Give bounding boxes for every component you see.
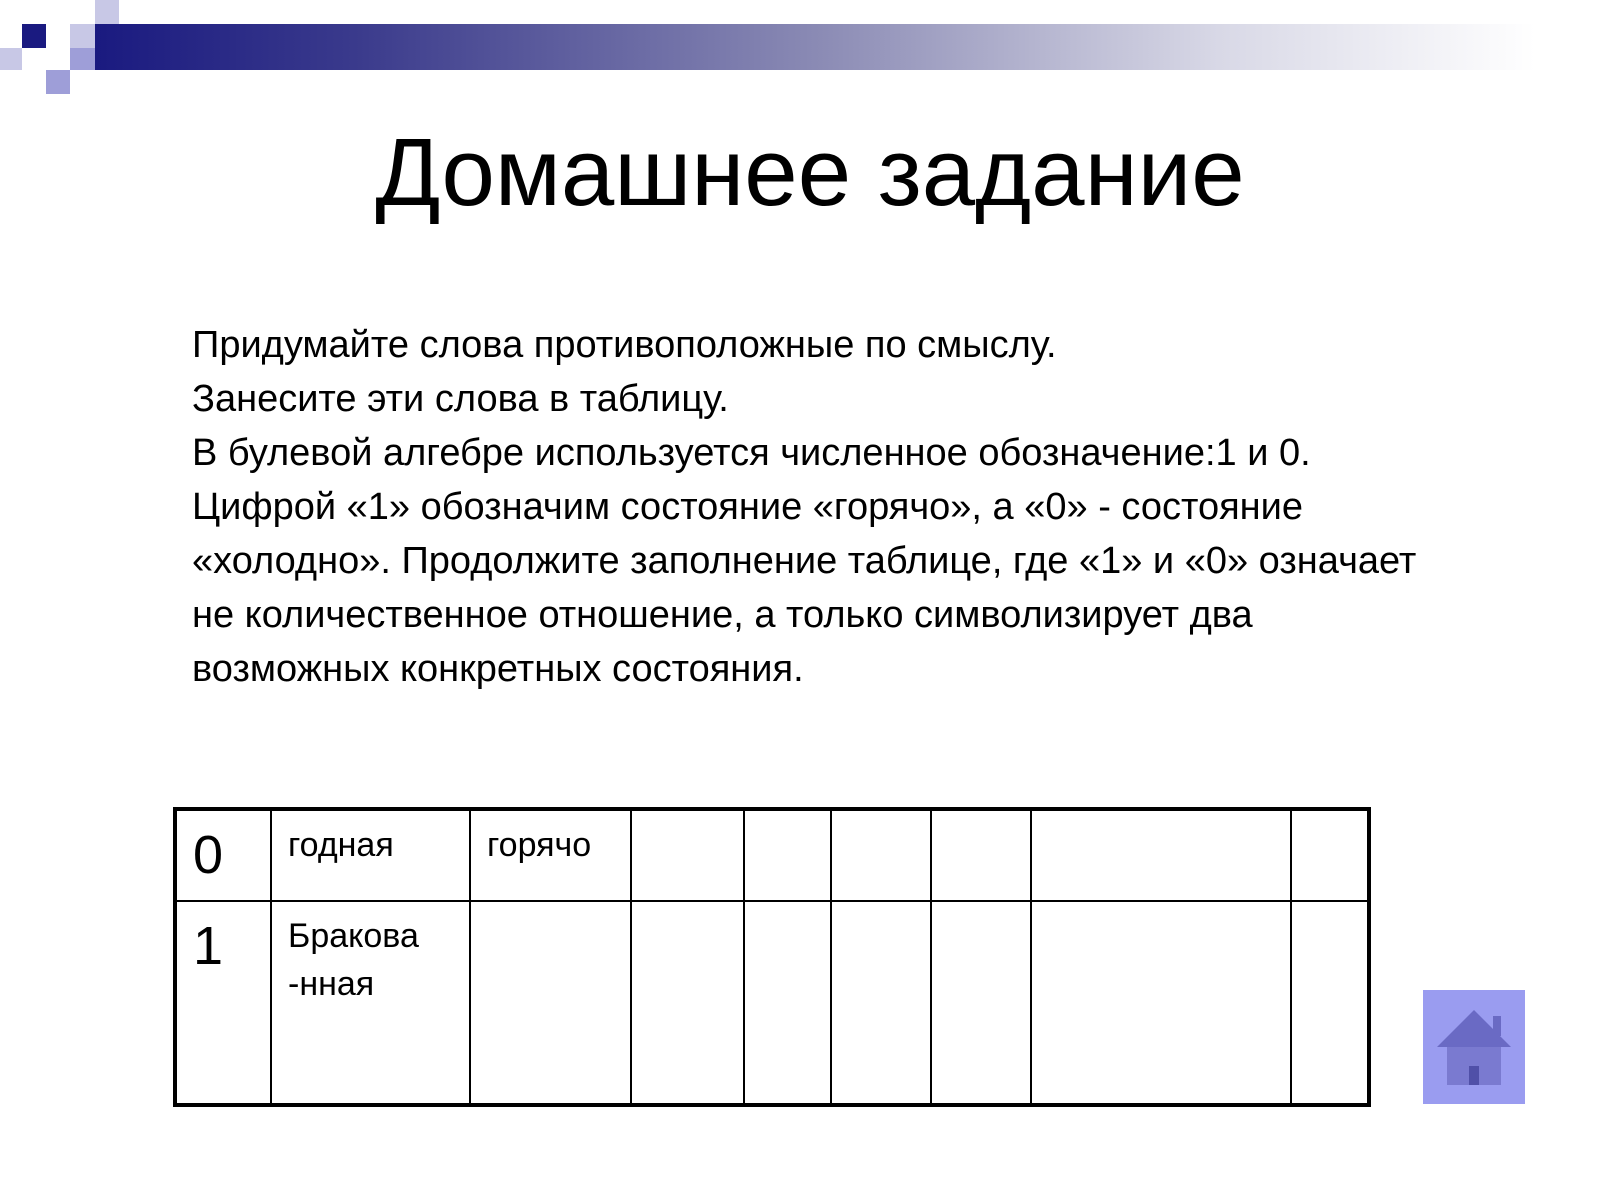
home-icon (1423, 990, 1525, 1104)
decor-square (0, 0, 22, 24)
decor-square (70, 48, 95, 70)
decor-square (0, 24, 22, 48)
body-paragraph: Придумайте слова противоположные по смыслу. (192, 324, 1057, 366)
table-cell (931, 901, 1031, 1105)
decor-square (0, 48, 22, 70)
decor-square (70, 24, 95, 48)
body-paragraph: В булевой алгебре используется численное обозначение:1 и 0. Цифрой «1» обозначим состояние «горячо», а «0» - состояние «холодно». Продолжите заполнение таблице, где «1» и «0» означает не количественное отношение, а только символизирует два возможных конкретных состояния. (192, 432, 1417, 690)
table-cell: Бракова -нная (271, 901, 470, 1105)
decor-square (22, 24, 46, 48)
table-cell-digit: 1 (175, 901, 271, 1105)
header-gradient-band (95, 24, 1535, 70)
decor-square (22, 0, 46, 24)
table-cell (831, 809, 931, 901)
table-cell (631, 809, 744, 901)
table-cell (631, 901, 744, 1105)
slide-title: Домашнее задание (375, 119, 1245, 226)
decor-square (46, 70, 70, 94)
table-row (175, 901, 1369, 1105)
decor-square (46, 48, 70, 70)
body-paragraph: Занесите эти слова в таблицу. (192, 378, 729, 420)
decor-square (46, 24, 70, 48)
states-table (173, 807, 1371, 1107)
table-cell (1291, 901, 1369, 1105)
table-cell (931, 809, 1031, 901)
table-cell-digit: 0 (175, 809, 271, 901)
home-button[interactable] (1423, 990, 1525, 1104)
table-cell (831, 901, 931, 1105)
table-row (175, 809, 1369, 901)
table-cell (1031, 901, 1291, 1105)
table-cell (744, 809, 831, 901)
table-cell (1031, 809, 1291, 901)
table-cell (1291, 809, 1369, 901)
table-cell (470, 901, 631, 1105)
decor-square (95, 0, 119, 24)
slide-body (192, 318, 1422, 696)
table-cell: годная (271, 809, 470, 901)
table-cell (744, 901, 831, 1105)
table-cell: горячо (470, 809, 631, 901)
